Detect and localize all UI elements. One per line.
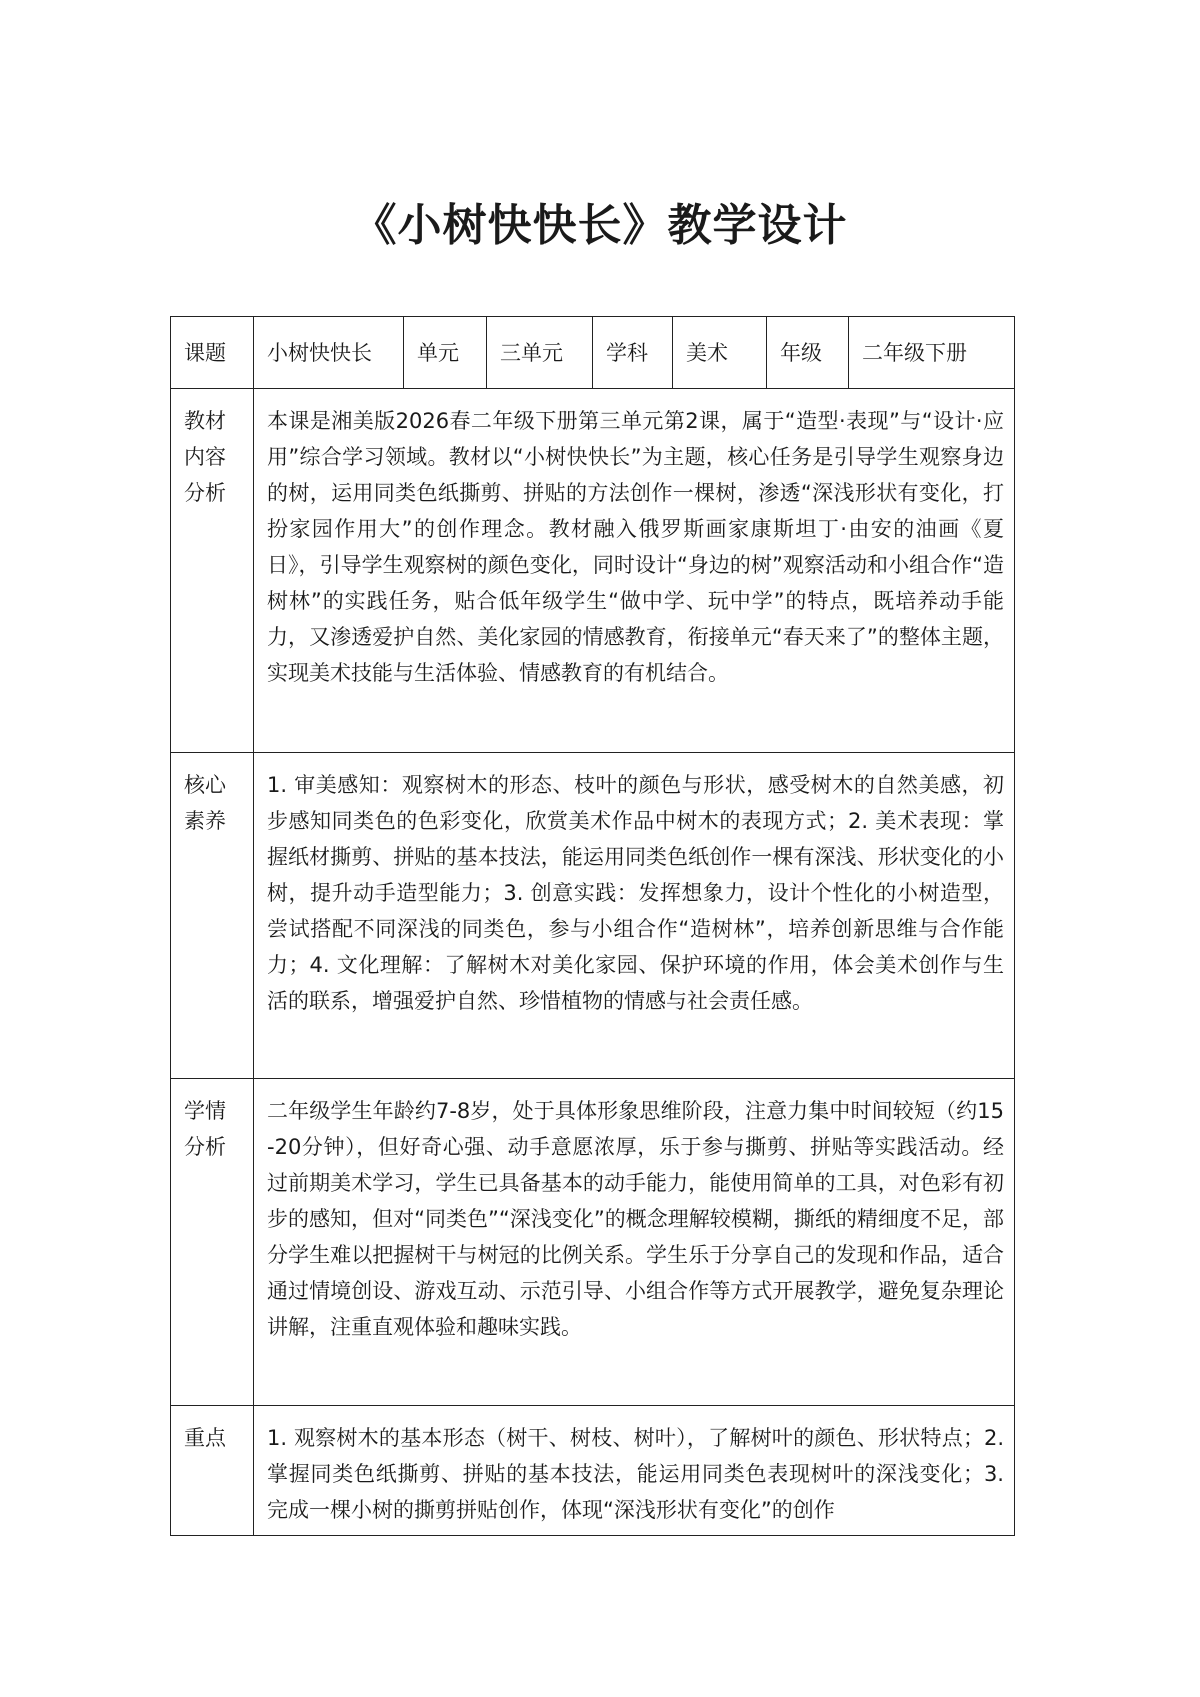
subject-label: 学科 bbox=[593, 317, 673, 389]
section-row-student-analysis bbox=[171, 1079, 1015, 1406]
section-content: 二年级学生年龄约7-8岁，处于具体形象思维阶段，注意力集中时间较短（约15-20分钟），但好奇心强、动手意愿浓厚，乐于参与撕剪、拼贴等实践活动。经过前期美术学习，学生已具备基本的动手能力，能使用简单的工具，对色彩有初步的感知，但对“同类色”“深浅变化”的概念理解较模糊，撕纸的精细度不足，部分学生难以把握树干与树冠的比例关系。学生乐于分享自己的发现和作品，适合通过情境创设、游戏互动、示范引导、小组合作等方式开展教学，避免复杂理论讲解，注重直观体验和趣味实践。 bbox=[254, 1079, 1015, 1406]
topic-value: 小树快快长 bbox=[254, 317, 404, 389]
section-content: 1. 审美感知：观察树木的形态、枝叶的颜色与形状，感受树木的自然美感，初步感知同类色的色彩变化，欣赏美术作品中树木的表现方式；2. 美术表现：掌握纸材撕剪、拼贴的基本技法，能运用同类色纸创作一棵有深浅、形状变化的小树，提升动手造型能力；3. 创意实践：发挥想象力，设计个性化的小树造型，尝试搭配不同深浅的同类色，参与小组合作“造树林”，培养创新思维与合作能力；4. 文化理解：了解树木对美化家园、保护环境的作用，体会美术创作与生活的联系，增强爱护自然、珍惜植物的情感与社会责任感。 bbox=[254, 753, 1015, 1079]
section-row-textbook-analysis bbox=[171, 389, 1015, 753]
topic-label: 课题 bbox=[171, 317, 254, 389]
section-label: 学情分析 bbox=[171, 1079, 254, 1406]
grade-label: 年级 bbox=[767, 317, 849, 389]
section-label: 重点 bbox=[171, 1406, 254, 1536]
grade-value: 二年级下册 bbox=[849, 317, 1015, 389]
section-content-text: 1. 观察树木的基本形态（树干、树枝、树叶），了解树叶的颜色、形状特点；2. 掌握同类色纸撕剪、拼贴的基本技法，能运用同类色表现树叶的深浅变化；3. 完成一棵小树的撕剪拼贴创作，体现“深浅形状有变化”的创作 bbox=[267, 1426, 1004, 1522]
lesson-plan-table bbox=[170, 316, 1015, 1536]
unit-value: 三单元 bbox=[487, 317, 593, 389]
page-title: 《小树快快长》教学设计 bbox=[352, 200, 848, 251]
section-content: 本课是湘美版2026春二年级下册第三单元第2课，属于“造型·表现”与“设计·应用”综合学习领域。教材以“小树快快长”为主题，核心任务是引导学生观察身边的树，运用同类色纸撕剪、拼贴的方法创作一棵树，渗透“深浅形状有变化，打扮家园作用大”的创作理念。教材融入俄罗斯画家康斯坦丁·由安的油画《夏日》，引导学生观察树的颜色变化，同时设计“身边的树”观察活动和小组合作“造树林”的实践任务，贴合低年级学生“做中学、玩中学”的特点，既培养动手能力，又渗透爱护自然、美化家园的情感教育，衔接单元“春天来了”的整体主题，实现美术技能与生活体验、情感教育的有机结合。 bbox=[254, 389, 1015, 753]
section-row-key-points bbox=[171, 1406, 1015, 1536]
subject-value: 美术 bbox=[673, 317, 767, 389]
section-label: 教材内容分析 bbox=[171, 389, 254, 753]
unit-label: 单元 bbox=[404, 317, 487, 389]
section-content bbox=[254, 1406, 1015, 1536]
section-label: 核心素养 bbox=[171, 753, 254, 1079]
section-row-core-literacy bbox=[171, 753, 1015, 1079]
header-row bbox=[171, 317, 1015, 389]
